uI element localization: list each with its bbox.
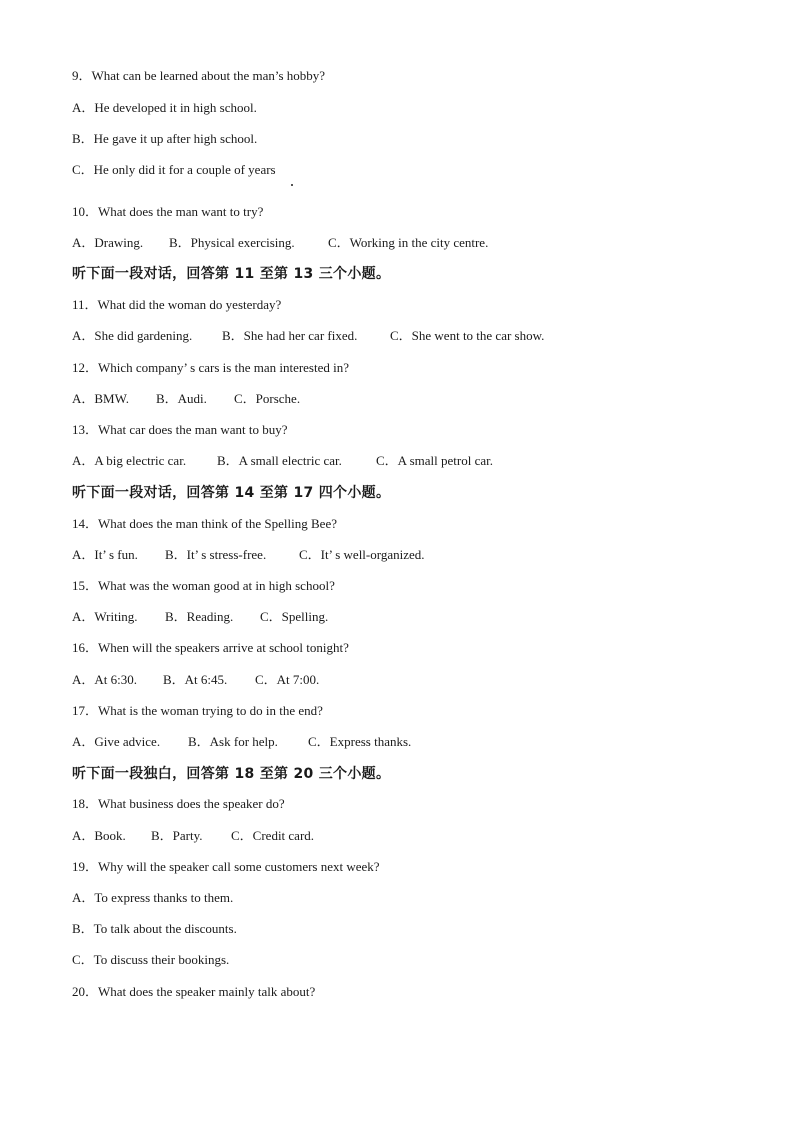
question-14-option-b: B．It’ s stress-free.: [165, 547, 267, 562]
section-heading-11-13: 听下面一段对话，回答第 11 至第 13 三个小题。: [72, 266, 391, 282]
question-10-option-c: C．Working in the city centre.: [328, 235, 489, 250]
question-10-option-a: A．Drawing.: [72, 235, 144, 250]
section-heading-14-17: 听下面一段对话，回答第 14 至第 17 四个小题。: [72, 485, 391, 501]
question-11-option-b: B．She had her car fixed.: [222, 328, 358, 343]
question-9-option-a: A．He developed it in high school.: [72, 100, 257, 115]
question-17-option-a: A．Give advice.: [72, 734, 161, 749]
question-10: 10．What does the man want to try?: [72, 204, 264, 219]
question-18-option-a: A．Book.: [72, 828, 126, 843]
question-13-option-a: A．A big electric car.: [72, 453, 187, 468]
stray-dot-mark: [291, 184, 293, 186]
question-15-option-c: C．Spelling.: [260, 609, 329, 624]
question-19-option-a: A．To express thanks to them.: [72, 890, 234, 905]
question-15: 15．What was the woman good at in high school?: [72, 578, 335, 593]
question-11-option-c: C．She went to the car show.: [390, 328, 545, 343]
question-17-options: [72, 734, 411, 750]
question-16-option-b: B．At 6:45.: [163, 672, 228, 687]
question-14: 14．What does the man think of the Spelling Bee?: [72, 516, 337, 531]
question-16-option-a: A．At 6:30.: [72, 672, 138, 687]
question-19: 19．Why will the speaker call some customers next week?: [72, 859, 380, 874]
question-17: 17．What is the woman trying to do in the end?: [72, 703, 323, 718]
question-12-option-a: A．BMW.: [72, 391, 129, 406]
question-14-option-a: A．It’ s fun.: [72, 547, 138, 562]
question-12: 12．Which company’ s cars is the man interested in?: [72, 360, 350, 375]
section-heading-18-20: 听下面一段独白，回答第 18 至第 20 三个小题。: [72, 766, 391, 782]
question-12-option-c: C．Porsche.: [234, 391, 301, 406]
question-18-option-b: B．Party.: [151, 828, 203, 843]
question-18-options: [72, 828, 314, 844]
question-11: 11．What did the woman do yesterday?: [72, 297, 282, 312]
question-12-options: [72, 391, 300, 407]
question-15-options: [72, 609, 328, 625]
question-11-options: [72, 328, 544, 344]
question-13: 13．What car does the man want to buy?: [72, 422, 288, 437]
question-15-option-a: A．Writing.: [72, 609, 138, 624]
question-13-option-c: C．A small petrol car.: [376, 453, 493, 468]
question-9-option-c: C．He only did it for a couple of years: [72, 162, 276, 177]
question-19-option-c: C．To discuss their bookings.: [72, 952, 230, 967]
question-14-options: [72, 547, 425, 563]
question-9: 9．What can be learned about the man’s hobby?: [72, 68, 326, 83]
question-11-option-a: A．She did gardening.: [72, 328, 193, 343]
question-10-options: [72, 235, 488, 251]
question-16: 16．When will the speakers arrive at school tonight?: [72, 640, 349, 655]
question-13-option-b: B．A small electric car.: [217, 453, 342, 468]
question-15-option-b: B．Reading.: [165, 609, 234, 624]
question-10-option-b: B．Physical exercising.: [169, 235, 295, 250]
question-9-option-b: B．He gave it up after high school.: [72, 131, 258, 146]
question-16-option-c: C．At 7:00.: [255, 672, 320, 687]
question-14-option-c: C．It’ s well-organized.: [299, 547, 425, 562]
question-16-options: [72, 672, 319, 688]
question-17-option-b: B．Ask for help.: [188, 734, 278, 749]
question-18: 18．What business does the speaker do?: [72, 796, 285, 811]
question-17-option-c: C．Express thanks.: [308, 734, 412, 749]
question-12-option-b: B．Audi.: [156, 391, 207, 406]
question-19-option-b: B．To talk about the discounts.: [72, 921, 237, 936]
question-20: 20．What does the speaker mainly talk about?: [72, 984, 316, 999]
question-13-options: [72, 453, 493, 469]
question-18-option-c: C．Credit card.: [231, 828, 315, 843]
